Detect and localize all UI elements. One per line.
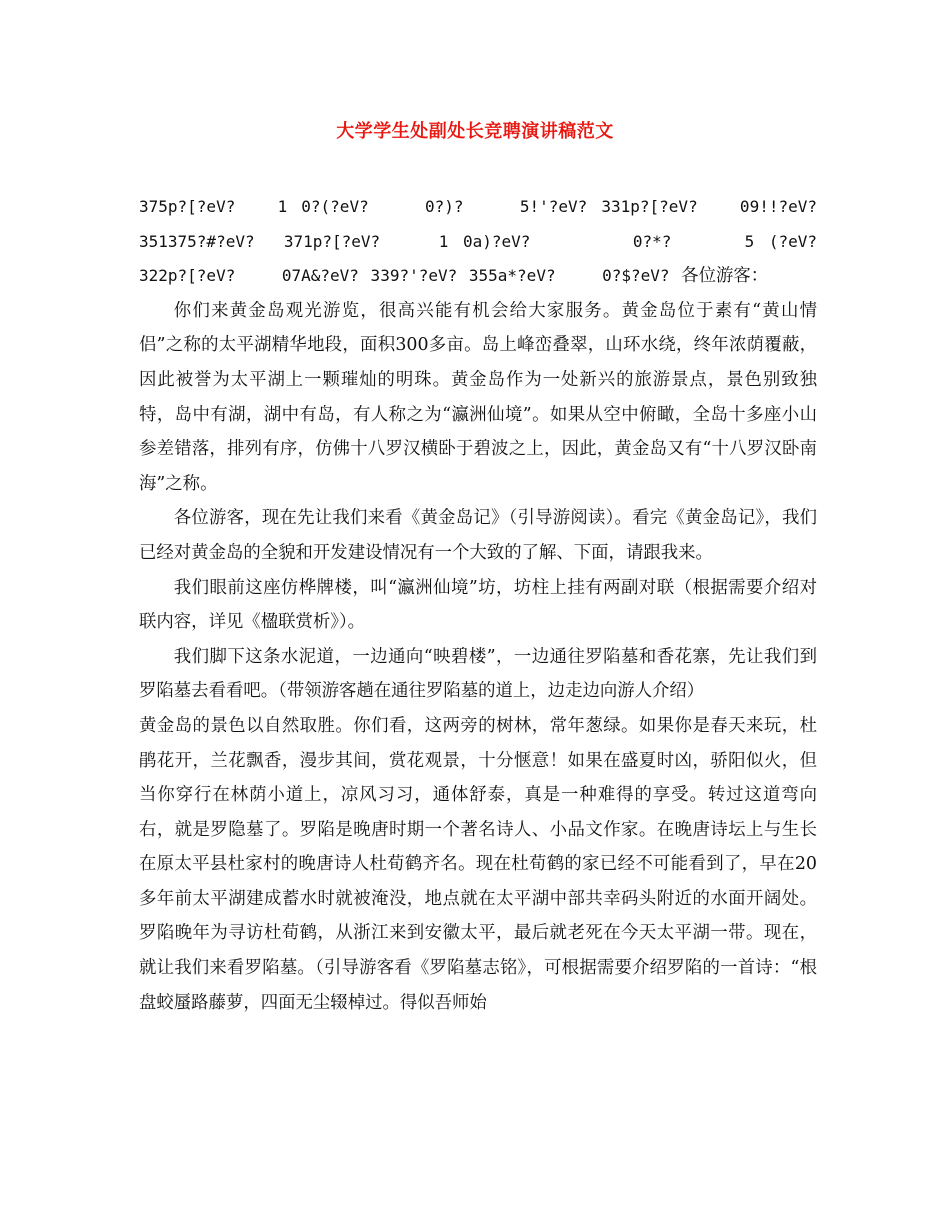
paragraph: 你们来黄金岛观光游览，很高兴能有机会给大家服务。黄金岛位于素有“黄山情侣”之称的太平湖精华地段，面积300多亩。岛上峰峦叠翠，山环水绕，终年浓荫覆蔽，因此被誉为太平湖上一颗璀灿的明珠。黄金岛作为一处新兴的旅游景点，景色别致独特，岛中有湖，湖中有岛，有人称之为“瀛洲仙境”。如果从空中俯瞰，全岛十多座小山参差错落，排列有序，仿佛十八罗汉横卧于碧波之上，因此，黄金岛又有“十八罗汉卧南海”之称。 — [139, 300, 817, 494]
document-body — [139, 190, 841, 1020]
document-title: 大学学生处副处长竞聘演讲稿范文 — [336, 121, 614, 142]
paragraph: 我们脚下这条水泥道，一边通向“映碧楼”，一边通往罗陷墓和香花寨，先让我们到罗陷墓去看看吧。（带领游客趟在通往罗陷墓的道上，边走边向游人介绍） — [139, 646, 817, 702]
opening-line — [139, 190, 841, 294]
paragraph: 各位游客，现在先让我们来看《黄金岛记》（引导游阅读）。看完《黄金岛记》，我们已经对黄金岛的全貌和开发建设情况有一个大致的了解、下面，请跟我来。 — [139, 508, 817, 563]
paragraph: 我们眼前这座仿桦牌楼，叫“瀛洲仙境”坊，坊柱上挂有两副对联（根据需要介绍对联内容，详见《楹联赏析》）。 — [139, 577, 817, 633]
garbled-text: 375p?[?eV? 1 0?(?eV? 0?)? 5!'?eV? 331p?[?eV? 09!!?eV? 351375?#?eV? 371p?[?eV? 1 0a)?eV? 0?*? 5 (?eV? 322p?[?eV? 07A&?eV? 339?'?eV? 355a*?eV? 0?$?eV? — [139, 197, 841, 286]
greeting-text: 各位游客： — [681, 266, 769, 287]
paragraph-continuation: 黄金岛的景色以自然取胜。你们看，这两旁的树林，常年葱绿。如果你是春天来玩，杜鹃花开，兰花飘香，漫步其间，赏花观景，十分惬意！如果在盛夏时凶，骄阳似火，但当你穿行在林荫小道上，凉风习习，通体舒泰，真是一种难得的享受。转过这道弯向右，就是罗隐墓了。罗陷是晚唐时期一个著名诗人、小品文作家。在晚唐诗坛上与生长在原太平县杜家村的晚唐诗人杜荀鹤齐名。现在杜荀鹤的家已经不可能看到了，早在20多年前太平湖建成蓄水时就被淹没，地点就在太平湖中部共幸码头附近的水面开阔处。罗陷晚年为寻访杜荀鹤，从浙江来到安徽太平，最后就老死在今天太平湖一带。现在，就让我们来看罗陷墓。（引导游客看《罗陷墓志铭》，可根据需要介绍罗陷的一首诗：“根盘蛟蜃路藤萝，四面无尘辍棹过。得似吾师始 — [139, 715, 817, 1013]
